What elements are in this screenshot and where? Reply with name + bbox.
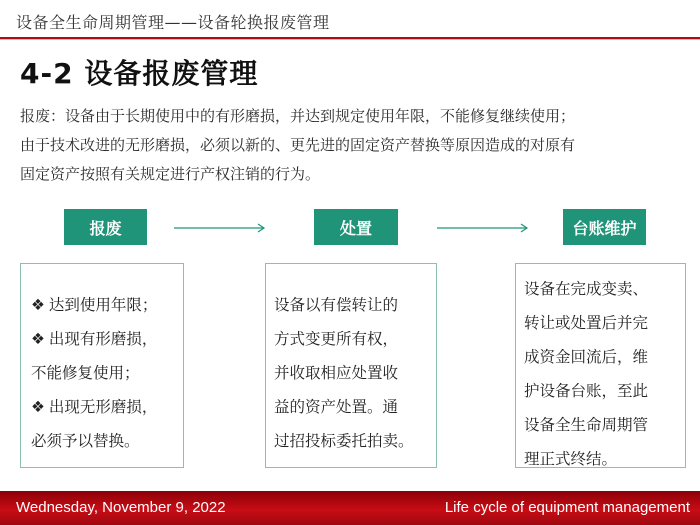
card-line: 益的资产处置。通 <box>274 398 399 416</box>
card-scrap-conditions <box>20 263 184 468</box>
list-item: ❖ 达到使用年限； <box>31 296 158 314</box>
list-item-continued: 必须予以替换。 <box>31 432 140 450</box>
list-item: ❖ 出现无形磨损， <box>31 398 158 416</box>
card-line: 设备在完成变卖、 <box>524 280 649 298</box>
card-line: 理正式终结。 <box>524 450 618 468</box>
step-label-ledger: 台账维护 <box>563 209 646 245</box>
footer-caption: Life cycle of equipment management <box>444 499 690 516</box>
footer-date: Wednesday, November 9, 2022 <box>16 499 226 516</box>
card-line: 设备全生命周期管 <box>524 416 649 434</box>
card-disposal-description <box>265 263 437 468</box>
step-label-scrap: 报废 <box>64 209 147 245</box>
list-item-continued: 不能修复使用； <box>31 364 140 382</box>
card-line: 过招投标委托拍卖。 <box>274 432 414 450</box>
diamond-bullet-icon: ❖ <box>31 296 45 314</box>
diamond-bullet-icon: ❖ <box>31 398 45 416</box>
list-item: ❖ 出现有形磨损， <box>31 330 158 348</box>
page-title: 4-2 设备报废管理 <box>20 57 259 90</box>
card-line: 转让或处置后并完 <box>524 314 649 332</box>
card-line: 设备以有偿转让的 <box>274 296 399 314</box>
step-label-disposal: 处置 <box>314 209 398 245</box>
header-divider <box>0 37 700 40</box>
card-ledger-description <box>515 263 686 468</box>
intro-paragraph <box>20 102 685 189</box>
intro-line: 报废：设备由于长期使用中的有形磨损，并达到规定使用年限，不能修复继续使用； <box>20 107 576 125</box>
right-arrow-icon <box>437 222 531 234</box>
card-line: 方式变更所有权， <box>274 330 399 348</box>
footer-bar <box>0 491 700 525</box>
intro-line: 由于技术改进的无形磨损，必须以新的、更先进的固定资产替换等原因造成的对原有 <box>20 136 576 154</box>
card-line: 护设备台账，至此 <box>524 382 649 400</box>
diamond-bullet-icon: ❖ <box>31 330 45 348</box>
card-line: 并收取相应处置收 <box>274 364 399 382</box>
intro-line: 固定资产按照有关规定进行产权注销的行为。 <box>20 165 321 183</box>
right-arrow-icon <box>174 222 268 234</box>
header-title: 设备全生命周期管理——设备轮换报废管理 <box>16 13 330 32</box>
card-line: 成资金回流后，维 <box>524 348 649 366</box>
